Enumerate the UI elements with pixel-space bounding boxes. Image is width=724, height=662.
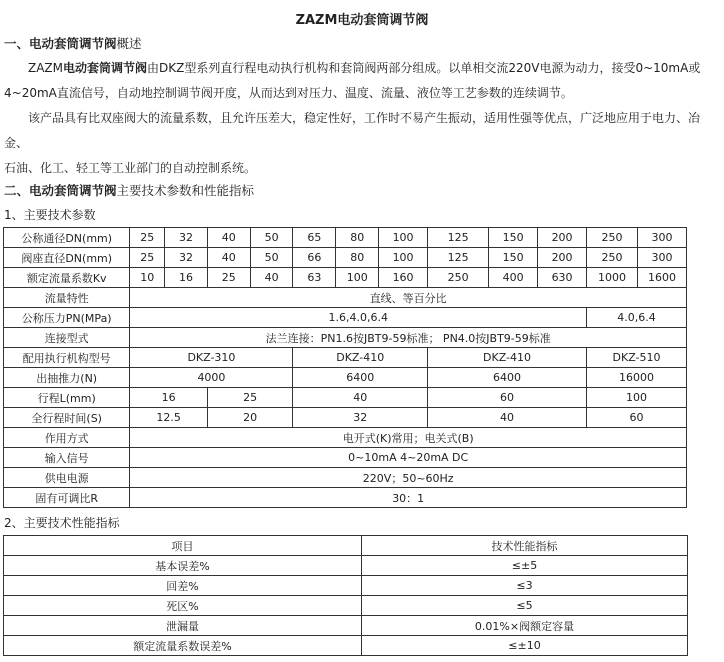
overview-paragraph [4, 56, 720, 106]
cell: 6400 [293, 368, 428, 388]
cell: 100 [379, 228, 428, 248]
cell: 40 [428, 408, 587, 428]
table-row [4, 636, 688, 656]
feature-line-2: 石油、化工、轻工等工业部门的自动控制系统。 [4, 161, 257, 175]
cell: 12.5 [130, 408, 207, 428]
cell: 4.0,6.4 [587, 308, 687, 328]
table-row [4, 388, 687, 408]
row-label: 全行程时间(S) [4, 408, 130, 428]
cell: 125 [428, 228, 489, 248]
cell: DKZ-410 [293, 348, 428, 368]
table-row [4, 556, 688, 576]
cell: 80 [336, 248, 379, 268]
cell: 100 [336, 268, 379, 288]
overview-lead: ZAZM [28, 61, 64, 75]
feature-line-1: 该产品具有比双座阀大的流量系数，且允许压差大，稳定性好，工作时不易产生振动，适用性强等优点，广泛地应用于电力、冶金、 [4, 111, 701, 150]
cell: 25 [130, 248, 165, 268]
row-label: 阀座直径DN(mm) [4, 248, 130, 268]
section-2-heading [4, 181, 254, 199]
cell: 电开式(K)常用；电关式(B) [130, 428, 687, 448]
cell: 250 [587, 228, 638, 248]
section-1-name: 电动套筒调节阀 [29, 36, 117, 51]
cell: 25 [207, 388, 293, 408]
params-subheading: 1、主要技术参数 [4, 208, 96, 222]
cell: 63 [293, 268, 336, 288]
cell: 200 [538, 228, 587, 248]
cell: 40 [293, 388, 428, 408]
table-row [4, 576, 688, 596]
overview-line-2: 4~20mA直流信号，自动地控制调节阀开度，从而达到对压力、温度、流量、液位等工艺参数的连续调节。 [4, 86, 573, 100]
cell: 65 [293, 228, 336, 248]
cell: 0~10mA 4~20mA DC [130, 448, 687, 468]
cell: 10 [130, 268, 165, 288]
cell: DKZ-310 [130, 348, 293, 368]
cell: 150 [489, 228, 538, 248]
cell: 80 [336, 228, 379, 248]
cell: 60 [587, 408, 687, 428]
table-row [4, 248, 687, 268]
cell: 4000 [130, 368, 293, 388]
table-row [4, 468, 687, 488]
cell: 0.01%×阀额定容量 [362, 616, 688, 636]
cell: ≤±5 [362, 556, 688, 576]
cell: 死区% [4, 596, 362, 616]
section-1-heading [4, 34, 142, 52]
cell: 20 [207, 408, 293, 428]
params-table [3, 227, 687, 508]
table-row [4, 268, 687, 288]
row-label: 供电电源 [4, 468, 130, 488]
cell: 25 [207, 268, 250, 288]
cell: 40 [207, 228, 250, 248]
table-row [4, 428, 687, 448]
row-label: 行程L(mm) [4, 388, 130, 408]
table-row [4, 448, 687, 468]
cell: 16 [165, 268, 208, 288]
cell: 32 [165, 228, 208, 248]
table-row [4, 616, 688, 636]
cell: 16000 [587, 368, 687, 388]
cell: DKZ-410 [428, 348, 587, 368]
feature-paragraph [4, 106, 720, 181]
cell: 40 [207, 248, 250, 268]
table-row [4, 288, 687, 308]
cell: 50 [250, 228, 293, 248]
table-row [4, 596, 688, 616]
row-label: 固有可调比R [4, 488, 130, 508]
cell: 125 [428, 248, 489, 268]
cell: 法兰连接：PN1.6按JBT9-59标准； PN4.0按JBT9-59标准 [130, 328, 687, 348]
cell: 回差% [4, 576, 362, 596]
table-row [4, 308, 687, 328]
overview-product-name: 电动套筒调节阀 [63, 61, 148, 75]
column-header: 项目 [4, 536, 362, 556]
cell: 1600 [638, 268, 687, 288]
cell: 40 [250, 268, 293, 288]
row-label: 公称通径DN(mm) [4, 228, 130, 248]
cell: 泄漏量 [4, 616, 362, 636]
cell: 60 [428, 388, 587, 408]
cell: DKZ-510 [587, 348, 687, 368]
cell: 32 [293, 408, 428, 428]
table-row [4, 408, 687, 428]
cell: 150 [489, 248, 538, 268]
table-row [4, 228, 687, 248]
cell: 30：1 [130, 488, 687, 508]
cell: 100 [587, 388, 687, 408]
row-label: 输入信号 [4, 448, 130, 468]
row-label: 公称压力PN(MPa) [4, 308, 130, 328]
section-1-num: 一、 [4, 36, 30, 51]
row-label: 作用方式 [4, 428, 130, 448]
cell: 基本误差% [4, 556, 362, 576]
cell: 6400 [428, 368, 587, 388]
cell: 200 [538, 248, 587, 268]
perf-subheading: 2、主要技术性能指标 [4, 516, 120, 530]
cell: 1000 [587, 268, 638, 288]
table-row [4, 368, 687, 388]
row-label: 出抽推力(N) [4, 368, 130, 388]
section-2-num: 二、 [4, 183, 30, 198]
page-title: ZAZM电动套筒调节阀 [295, 13, 429, 28]
cell: ≤±10 [362, 636, 688, 656]
column-header: 技术性能指标 [362, 536, 688, 556]
cell: 220V；50~60Hz [130, 468, 687, 488]
table-row [4, 328, 687, 348]
row-label: 流量特性 [4, 288, 130, 308]
cell: 400 [489, 268, 538, 288]
cell: 66 [293, 248, 336, 268]
performance-table [3, 535, 688, 656]
cell: ≤3 [362, 576, 688, 596]
cell: 250 [428, 268, 489, 288]
row-label: 配用执行机构型号 [4, 348, 130, 368]
cell: 25 [130, 228, 165, 248]
section-2-name: 电动套筒调节阀 [29, 183, 117, 198]
cell: 16 [130, 388, 207, 408]
cell: 50 [250, 248, 293, 268]
cell: 630 [538, 268, 587, 288]
table-row [4, 488, 687, 508]
table-header-row [4, 536, 688, 556]
overview-line-1: 由DKZ型系列直行程电动执行机构和套筒阀两部分组成。以单相交流220V电源为动力，接受0~10mA或 [147, 61, 701, 75]
cell: 100 [379, 248, 428, 268]
cell: 额定流量系数误差% [4, 636, 362, 656]
cell: 32 [165, 248, 208, 268]
table-row [4, 348, 687, 368]
section-1-suffix: 概述 [116, 36, 142, 51]
section-2-suffix: 主要技术参数和性能指标 [116, 183, 255, 198]
cell: 300 [638, 228, 687, 248]
cell: 300 [638, 248, 687, 268]
cell: ≤5 [362, 596, 688, 616]
cell: 160 [379, 268, 428, 288]
cell: 250 [587, 248, 638, 268]
row-label: 连接型式 [4, 328, 130, 348]
row-label: 额定流量系数Kv [4, 268, 130, 288]
cell: 1.6,4.0,6.4 [130, 308, 587, 328]
cell: 直线、等百分比 [130, 288, 687, 308]
